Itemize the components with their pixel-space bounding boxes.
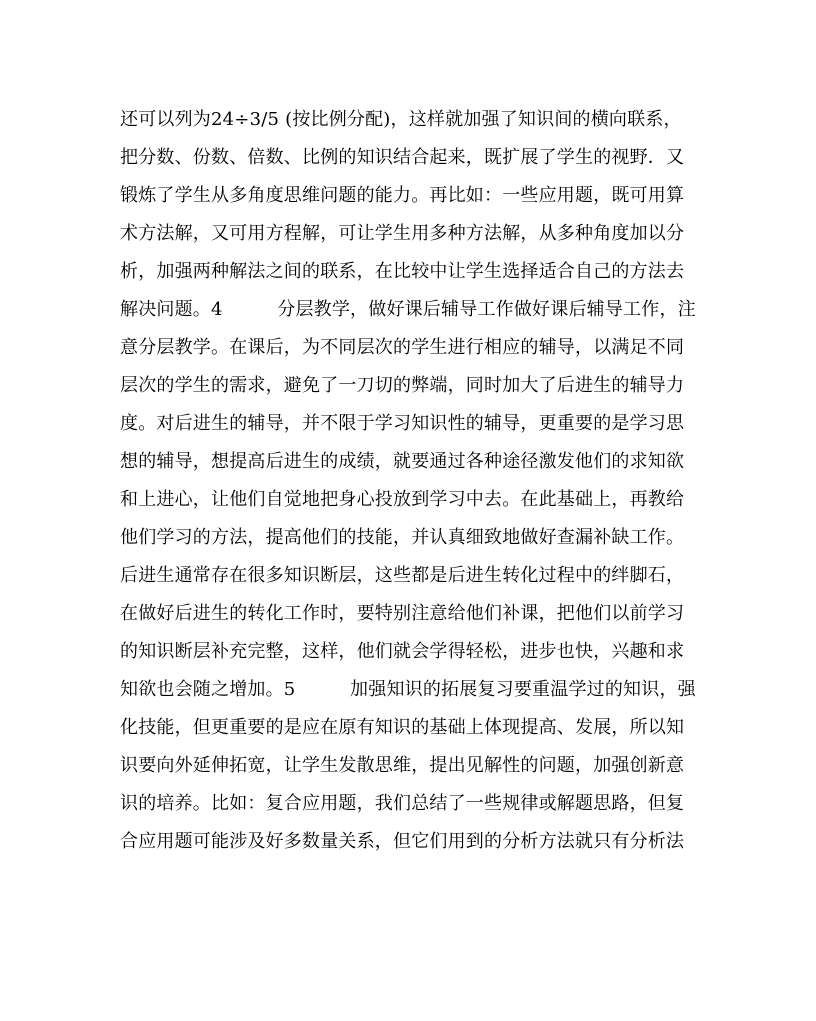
paragraph-line: 意分层教学。在课后，为不同层次的学生进行相应的辅导，以满足不同 bbox=[120, 337, 685, 358]
paragraph-line: 后进生通常存在很多知识断层，这些都是后进生转化过程中的绊脚石， bbox=[120, 565, 685, 586]
paragraph-line: 识要向外延伸拓宽，让学生发散思维，提出见解性的问题，加强创新意 bbox=[120, 755, 685, 776]
paragraph-line: 知欲也会随之增加。5 加强知识的拓展复习要重温学过的知识，强 bbox=[120, 679, 696, 700]
paragraph-line: 度。对后进生的辅导，并不限于学习知识性的辅导，更重要的是学习思 bbox=[120, 413, 685, 434]
paragraph-line: 析，加强两种解法之间的联系，在比较中让学生选择适合自己的方法去 bbox=[120, 261, 685, 282]
paragraph-line: 术方法解，又可用方程解，可让学生用多种方法解，从多种角度加以分 bbox=[120, 223, 685, 244]
paragraph-line: 的知识断层补充完整，这样，他们就会学得轻松，进步也快，兴趣和求 bbox=[120, 641, 685, 662]
paragraph-line: 化技能，但更重要的是应在原有知识的基础上体现提高、发展，所以知 bbox=[120, 717, 685, 738]
paragraph-line: 把分数、份数、倍数、比例的知识结合起来，既扩展了学生的视野．又 bbox=[120, 147, 685, 168]
paragraph-line: 和上进心，让他们自觉地把身心投放到学习中去。在此基础上，再教给 bbox=[120, 489, 685, 510]
paragraph-line: 想的辅导，想提高后进生的成绩，就要通过各种途径激发他们的求知欲 bbox=[120, 451, 685, 472]
paragraph-line: 他们学习的方法，提高他们的技能，并认真细致地做好查漏补缺工作。 bbox=[120, 527, 685, 548]
paragraph-line: 识的培养。比如：复合应用题，我们总结了一些规律或解题思路，但复 bbox=[120, 793, 685, 814]
paragraph-line: 在做好后进生的转化工作时，要特别注意给他们补课，把他们以前学习 bbox=[120, 603, 685, 624]
paragraph-line: 还可以列为24÷3/5 (按比例分配)，这样就加强了知识间的横向联系， bbox=[120, 109, 682, 130]
paragraph-line: 合应用题可能涉及好多数量关系，但它们用到的分析方法就只有分析法 bbox=[120, 831, 685, 852]
paragraph-line: 锻炼了学生从多角度思维问题的能力。再比如：一些应用题，既可用算 bbox=[120, 185, 685, 206]
paragraph-line: 层次的学生的需求，避免了一刀切的弊端，同时加大了后进生的辅导力 bbox=[120, 375, 685, 396]
paragraph-line: 解决问题。4 分层教学，做好课后辅导工作做好课后辅导工作，注 bbox=[120, 299, 696, 320]
